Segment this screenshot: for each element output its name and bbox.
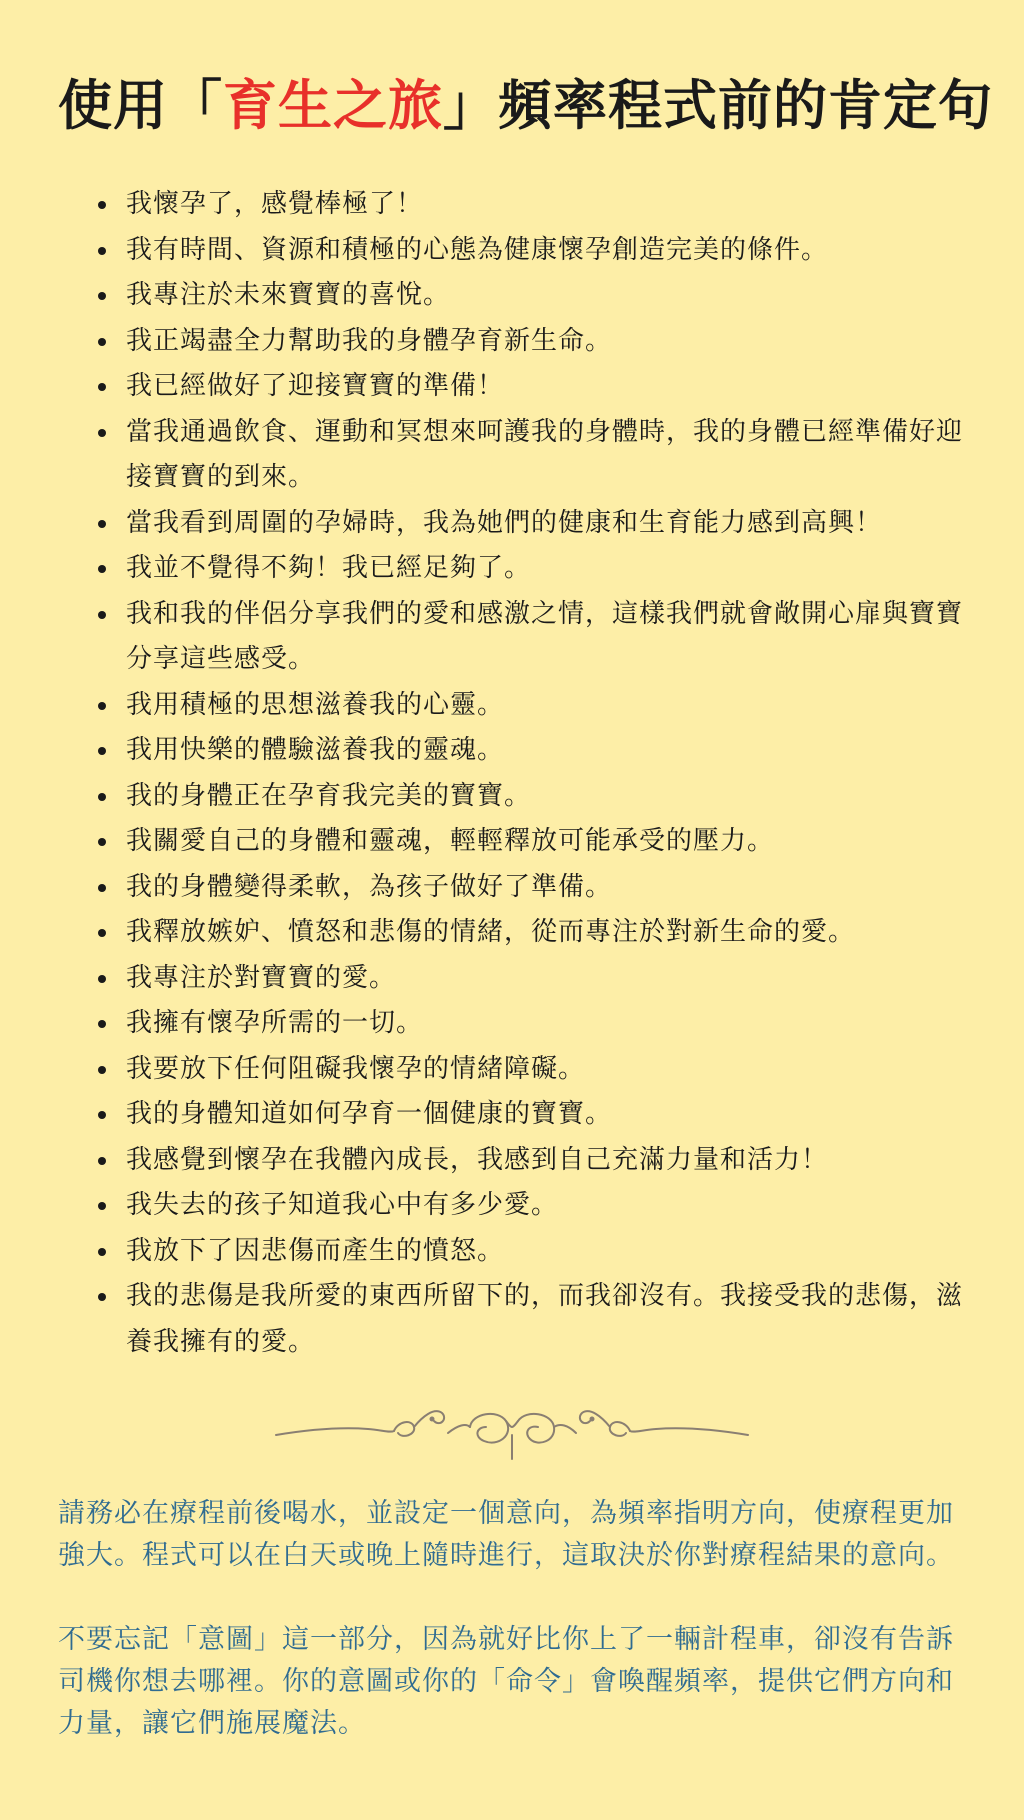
list-item: 我關愛自己的身體和靈魂，輕輕釋放可能承受的壓力。	[98, 819, 988, 865]
list-item: 我用快樂的體驗滋養我的靈魂。	[98, 728, 988, 774]
list-item: 我正竭盡全力幫助我的身體孕育新生命。	[98, 319, 988, 365]
list-item: 我專注於對寶寶的愛。	[98, 956, 988, 1002]
list-item: 當我通過飲食、運動和冥想來呵護我的身體時，我的身體已經準備好迎接寶寶的到來。	[98, 410, 988, 501]
list-item: 我有時間、資源和積極的心態為健康懷孕創造完美的條件。	[98, 228, 988, 274]
list-item: 我釋放嫉妒、憤怒和悲傷的情緒，從而專注於對新生命的愛。	[98, 910, 988, 956]
title-prefix: 使用「	[58, 74, 223, 137]
notes-section	[58, 1493, 966, 1745]
title-highlight: 育生之旅	[223, 74, 443, 137]
list-item: 我的悲傷是我所愛的東西所留下的，而我卻沒有。我接受我的悲傷，滋養我擁有的愛。	[98, 1274, 988, 1365]
affirmation-list	[58, 182, 966, 1365]
list-item: 我擁有懷孕所需的一切。	[98, 1001, 988, 1047]
list-item: 我的身體正在孕育我完美的寶寶。	[98, 774, 988, 820]
list-item: 我和我的伴侶分享我們的愛和感激之情，這樣我們就會敞開心扉與寶寶分享這些感受。	[98, 592, 988, 683]
list-item: 我專注於未來寶寶的喜悅。	[98, 273, 988, 319]
list-item: 我已經做好了迎接寶寶的準備！	[98, 364, 988, 410]
title-suffix: 」頻率程式前的肯定句	[443, 74, 993, 137]
list-item: 我的身體知道如何孕育一個健康的寶寶。	[98, 1092, 988, 1138]
list-item: 我並不覺得不夠！我已經足夠了。	[98, 546, 988, 592]
list-item: 我的身體變得柔軟，為孩子做好了準備。	[98, 865, 988, 911]
list-item: 我放下了因悲傷而產生的憤怒。	[98, 1229, 988, 1275]
note-paragraph: 不要忘記「意圖」這一部分，因為就好比你上了一輛計程車，卻沒有告訴司機你想去哪裡。你的意圖或你的「命令」會喚醒頻率，提供它們方向和力量，讓它們施展魔法。	[58, 1624, 954, 1739]
note-paragraph: 請務必在療程前後喝水，並設定一個意向，為頻率指明方向，使療程更加強大。程式可以在白天或晚上隨時進行，這取決於你對療程結果的意向。	[58, 1498, 954, 1571]
list-item: 我失去的孩子知道我心中有多少愛。	[98, 1183, 988, 1229]
list-item: 我要放下任何阻礙我懷孕的情緒障礙。	[98, 1047, 988, 1093]
list-item: 我感覺到懷孕在我體內成長，我感到自己充滿力量和活力！	[98, 1138, 988, 1184]
swirl-divider-icon	[272, 1395, 752, 1465]
list-item: 我用積極的思想滋養我的心靈。	[98, 683, 988, 729]
list-item: 我懷孕了，感覺棒極了！	[98, 182, 988, 228]
page-title	[58, 70, 993, 142]
list-item: 當我看到周圍的孕婦時，我為她們的健康和生育能力感到高興！	[98, 501, 988, 547]
